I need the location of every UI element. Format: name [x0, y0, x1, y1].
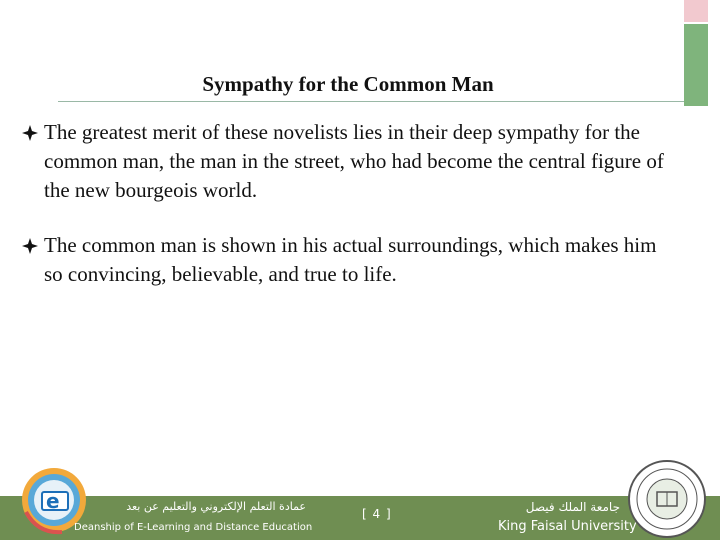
title-divider	[58, 101, 684, 102]
corner-accent-pink	[684, 0, 708, 22]
bullet-text-1: The greatest merit of these novelists lies in their deep sympathy for the common man, the man in the street, who had become the central figure of the new bourgeois world.	[44, 120, 664, 202]
bullet-item-1	[20, 118, 670, 205]
page-number: [ 4 ]	[362, 507, 392, 521]
svg-text:e: e	[46, 489, 60, 513]
deanship-name-english: Deanship of E-Learning and Distance Education	[74, 522, 313, 533]
university-name-arabic: جامعة الملك فيصل	[525, 500, 620, 514]
diamond-bullet-icon	[22, 125, 38, 141]
slide-title: Sympathy for the Common Man	[202, 72, 494, 96]
bullet-item-2	[20, 231, 670, 289]
deanship-name-arabic: عمادة التعلم الإلكتروني والتعليم عن بعد	[126, 500, 306, 513]
university-seal-icon	[622, 458, 712, 540]
bullet-text-2: The common man is shown in his actual surroundings, which makes him so convincing, believable, and true to life.	[44, 233, 657, 286]
university-name-english: King Faisal University	[498, 519, 637, 534]
corner-accent-green	[684, 24, 708, 106]
diamond-bullet-icon	[22, 238, 38, 254]
